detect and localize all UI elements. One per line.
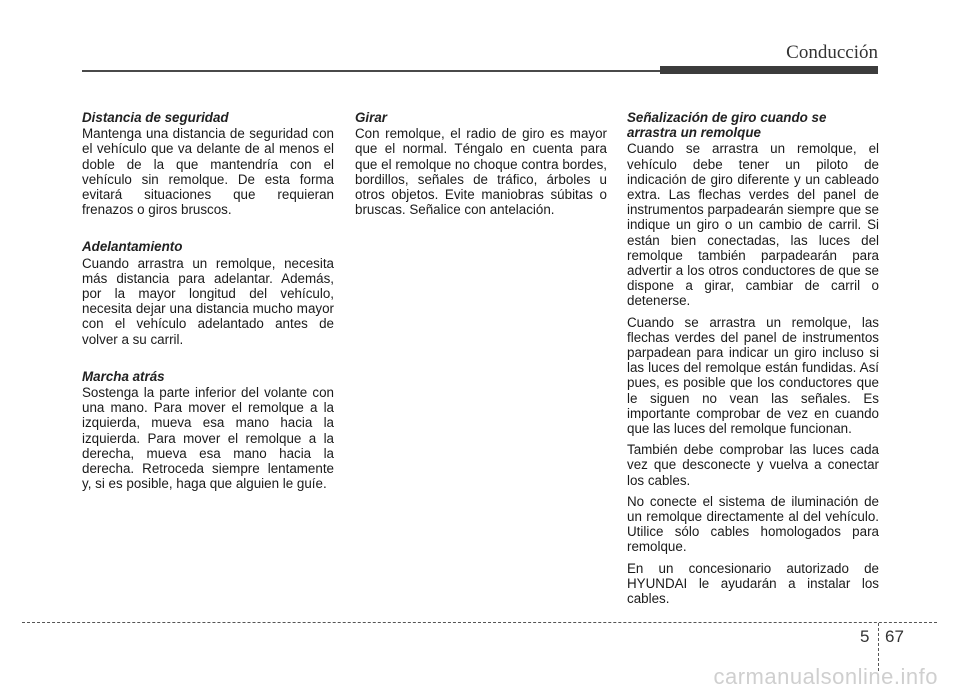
text-column-3 — [627, 110, 879, 612]
page-number: 67 — [885, 627, 904, 646]
paragraph: También debe comprobar las luces cada vez que desconecte y vuelva a conectar los cables. — [627, 442, 879, 488]
header-rule-accent — [660, 66, 878, 74]
header-rule — [82, 70, 672, 72]
paragraph: Mantenga una distancia de seguridad con el vehículo que va delante de al menos el doble de la que mantendría con el vehículo sin remolque. De esta forma evitará situaciones que requieran frenazos o giros bruscos. — [82, 126, 334, 218]
paragraph: Sostenga la parte inferior del volante con una mano. Para mover el remolque a la izquierda, mueva esa mano hacia la izquierda. Para mover el remolque a la derecha, mueva esa mano hacia la derecha. Retroceda siempre lentamente y, si es posible, haga que alguien le guíe. — [82, 385, 334, 492]
text-column-1 — [82, 110, 334, 497]
section-heading: Girar — [355, 110, 388, 125]
paragraph: Cuando se arrastra un remolque, las flechas verdes del panel de instrumentos parpadean para indicar un giro incluso si las luces del remolque están fundidas. Así pues, es posible que los conductores que le siguen no vean las señales. Es importante comprobar de vez en cuando que las luces del remolque funcionan. — [627, 314, 879, 437]
footer-rule — [22, 622, 937, 623]
paragraph: Cuando arrastra un remolque, necesita más distancia para adelantar. Además, por la mayor longitud del vehículo, necesita dejar una distancia mucho mayor con el vehículo adelantado antes de volver a su carril. — [82, 255, 334, 347]
paragraph: Con remolque, el radio de giro es mayor que el normal. Téngalo en cuenta para que el remolque no choque contra bordes, bordillos, señales de tráfico, árboles u otros objetos. Evite maniobras súbitas o bruscas. Señalice con antelación. — [355, 126, 607, 218]
paragraph: En un concesionario autorizado de HYUNDAI le ayudarán a instalar los cables. — [627, 560, 879, 607]
page-title: Conducción — [786, 42, 878, 63]
section-heading: Adelantamiento — [82, 239, 183, 255]
watermark: carmanualsonline.info — [713, 664, 938, 689]
section-heading: Distancia de seguridad — [82, 110, 229, 125]
paragraph: Cuando se arrastra un remolque, el vehículo debe tener un piloto de indicación de giro diferente y un cableado extra. Las flechas verdes del panel de instrumentos parpadearán siempre que se indique un giro o un cambio de carril. Si están bien conectadas, las luces del remolque también parpadearán para advertir a los otros conductores de que se dispone a girar, cambiar de carril o detenerse. — [627, 141, 879, 309]
section-heading: Señalización de giro cuando se arrastra un remolque — [627, 110, 827, 141]
chapter-number: 5 — [860, 627, 870, 646]
text-column-2 — [355, 110, 607, 223]
section-heading: Marcha atrás — [82, 368, 165, 384]
paragraph: No conecte el sistema de iluminación de un remolque directamente al del vehículo. Utilice sólo cables homologados para remolque. — [627, 493, 879, 555]
